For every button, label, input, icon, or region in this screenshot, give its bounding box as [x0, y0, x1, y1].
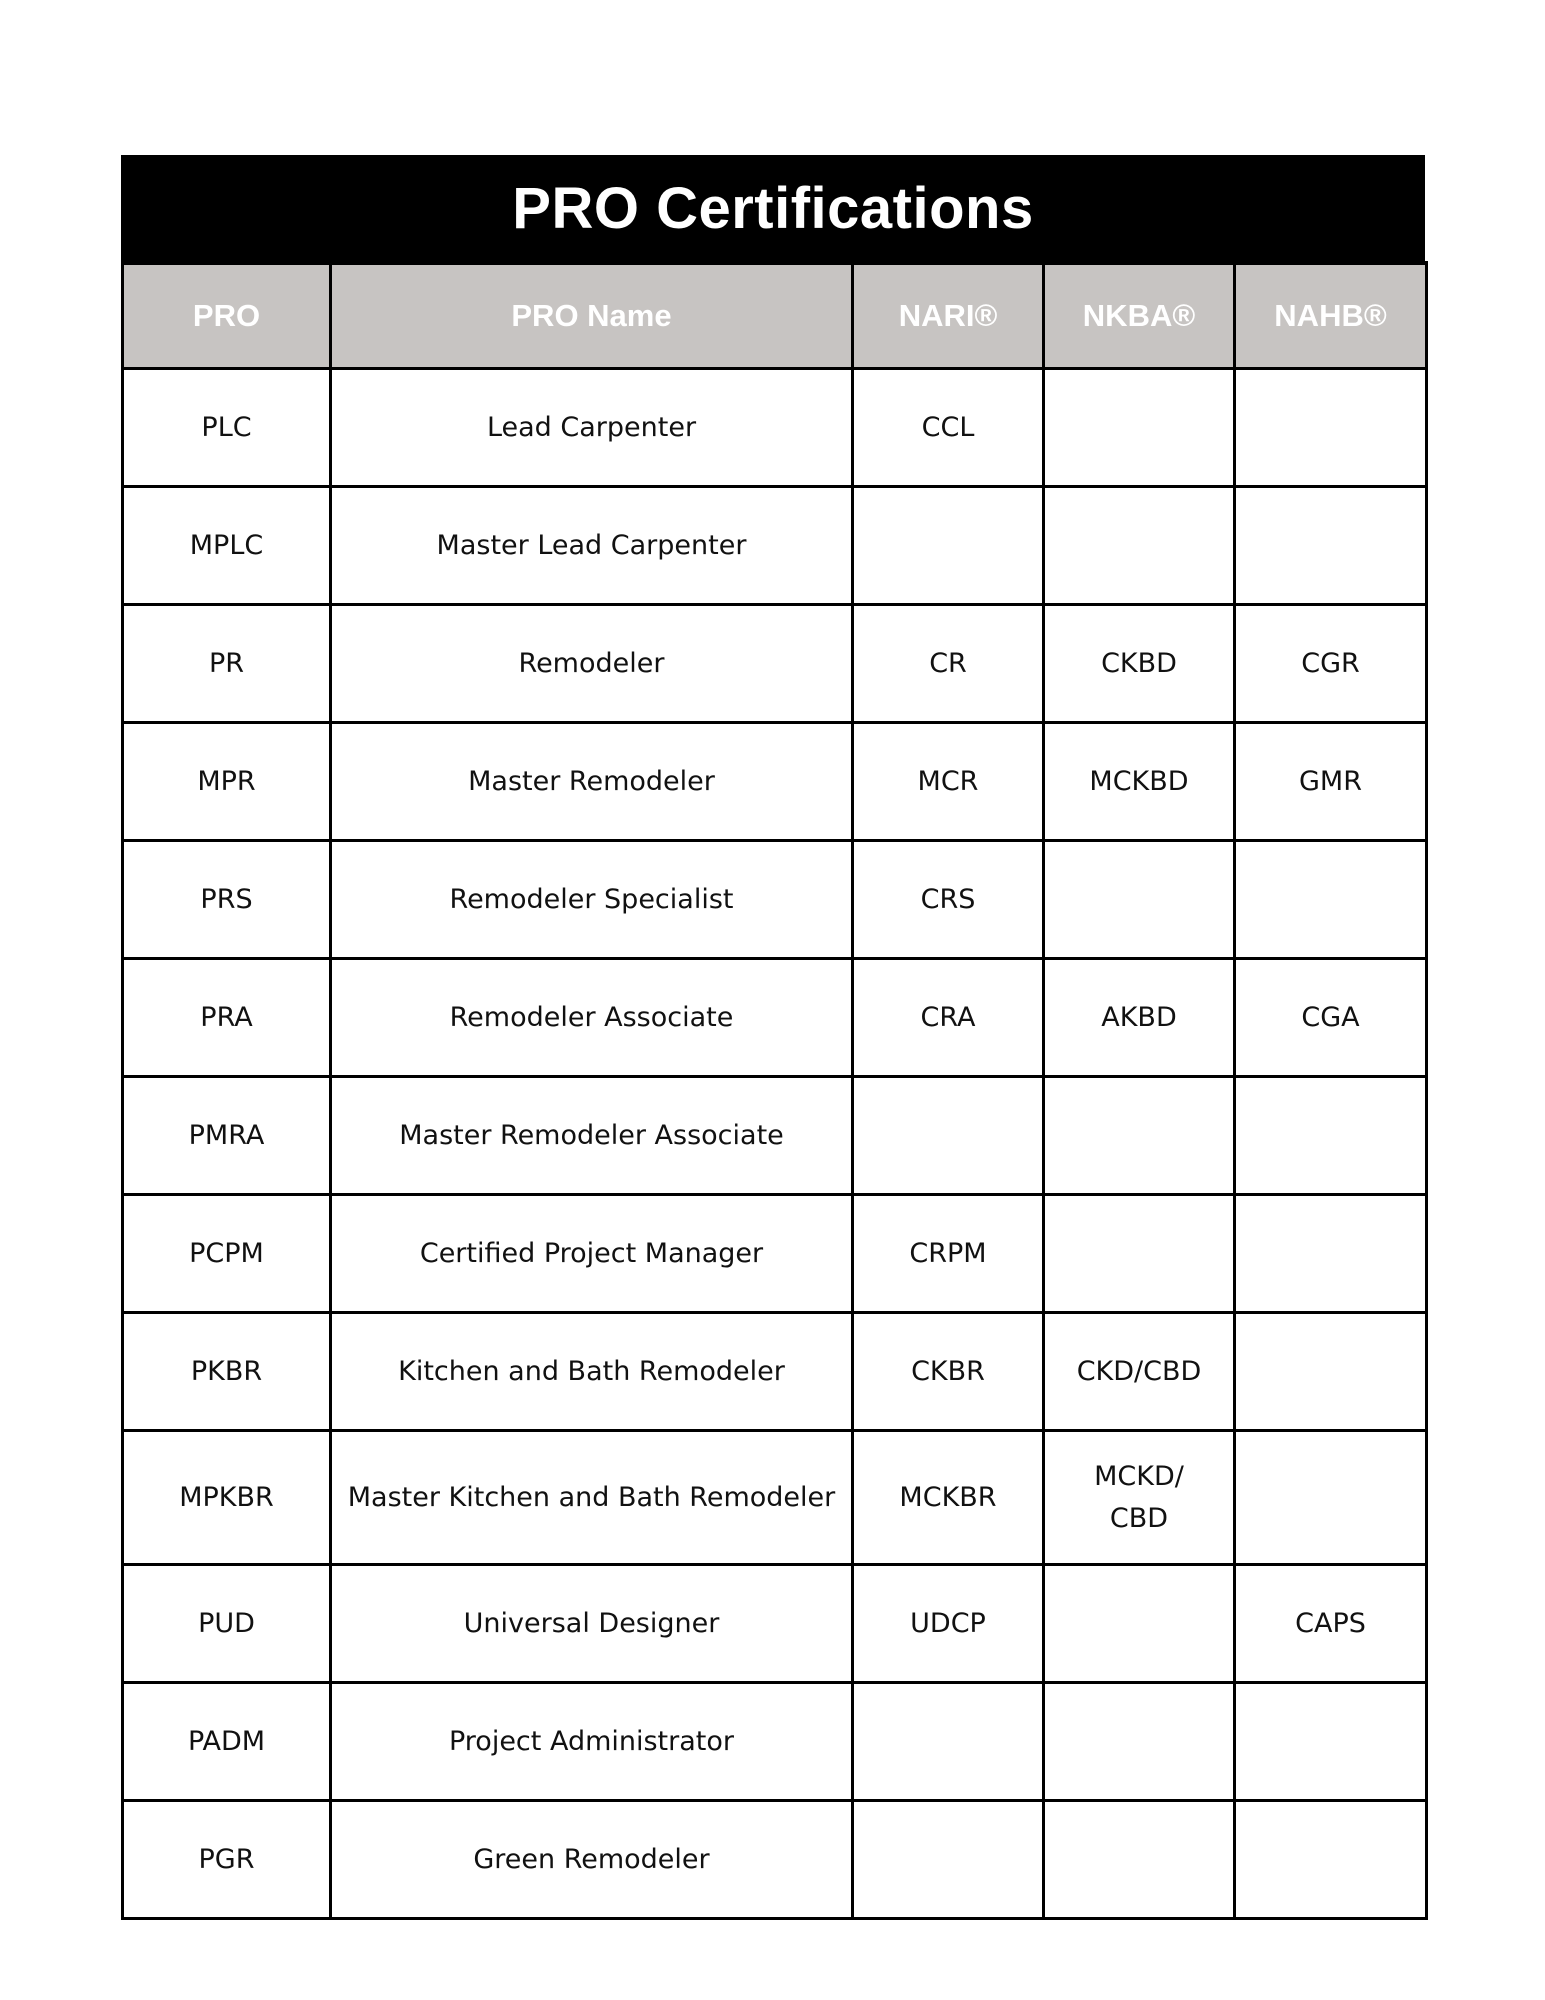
cell-pro-name: Project Administrator: [331, 1683, 853, 1801]
table-row: [123, 1801, 1427, 1919]
cell-pro: PCPM: [123, 1195, 331, 1313]
cell-pro: PRA: [123, 959, 331, 1077]
header-nari: NARI®: [853, 263, 1044, 369]
certifications-grid: [121, 261, 1428, 1920]
table-row: [123, 369, 1427, 487]
cell-nahb: [1235, 1801, 1427, 1919]
header-nahb: NAHB®: [1235, 263, 1427, 369]
table-row: [123, 1683, 1427, 1801]
table-row: [123, 1565, 1427, 1683]
cell-nkba: [1044, 1683, 1235, 1801]
certifications-table: [121, 155, 1425, 1920]
cell-nahb: CGA: [1235, 959, 1427, 1077]
cell-nahb: CGR: [1235, 605, 1427, 723]
cell-nkba: [1044, 487, 1235, 605]
cell-nkba: [1044, 1077, 1235, 1195]
cell-nkba: [1044, 1195, 1235, 1313]
cell-nari: CRS: [853, 841, 1044, 959]
header-pro-name: PRO Name: [331, 263, 853, 369]
cell-nkba: [1044, 1801, 1235, 1919]
table-row: [123, 1195, 1427, 1313]
cell-pro: PMRA: [123, 1077, 331, 1195]
cell-nkba: [1044, 369, 1235, 487]
cell-pro: PKBR: [123, 1313, 331, 1431]
cell-nkba: AKBD: [1044, 959, 1235, 1077]
cell-pro: PRS: [123, 841, 331, 959]
table-row: [123, 841, 1427, 959]
cell-pro-name: Kitchen and Bath Remodeler: [331, 1313, 853, 1431]
cell-pro-name: Remodeler: [331, 605, 853, 723]
cell-pro: PLC: [123, 369, 331, 487]
cell-nkba: [1044, 841, 1235, 959]
cell-nahb: CAPS: [1235, 1565, 1427, 1683]
cell-pro-name: Master Kitchen and Bath Remodeler: [331, 1431, 853, 1565]
cell-nahb: [1235, 1431, 1427, 1565]
table-row: [123, 1313, 1427, 1431]
cell-nari: MCKBR: [853, 1431, 1044, 1565]
cell-pro-name: Master Lead Carpenter: [331, 487, 853, 605]
cell-nkba: [1044, 1565, 1235, 1683]
cell-pro: PUD: [123, 1565, 331, 1683]
cell-nkba: MCKBD: [1044, 723, 1235, 841]
cell-nari: [853, 1801, 1044, 1919]
header-nkba: NKBA®: [1044, 263, 1235, 369]
table-row: [123, 605, 1427, 723]
cell-pro: PR: [123, 605, 331, 723]
cell-nkba: CKD/CBD: [1044, 1313, 1235, 1431]
cell-pro-name: Certified Project Manager: [331, 1195, 853, 1313]
cell-nari: CKBR: [853, 1313, 1044, 1431]
cell-pro-name: Green Remodeler: [331, 1801, 853, 1919]
cell-pro: MPKBR: [123, 1431, 331, 1565]
table-row: [123, 1431, 1427, 1565]
cell-nari: [853, 1077, 1044, 1195]
cell-nahb: [1235, 369, 1427, 487]
cell-pro-name: Lead Carpenter: [331, 369, 853, 487]
cell-nari: CRA: [853, 959, 1044, 1077]
header-pro: PRO: [123, 263, 331, 369]
cell-nari: CR: [853, 605, 1044, 723]
header-row: [123, 263, 1427, 369]
table-row: [123, 723, 1427, 841]
cell-nahb: [1235, 1077, 1427, 1195]
table-row: [123, 959, 1427, 1077]
cell-nari: [853, 487, 1044, 605]
cell-nahb: GMR: [1235, 723, 1427, 841]
cell-pro-name: Remodeler Specialist: [331, 841, 853, 959]
cell-pro-name: Universal Designer: [331, 1565, 853, 1683]
cell-pro: MPLC: [123, 487, 331, 605]
cell-nahb: [1235, 487, 1427, 605]
table-row: [123, 487, 1427, 605]
cell-pro: MPR: [123, 723, 331, 841]
cell-pro-name: Remodeler Associate: [331, 959, 853, 1077]
cell-nkba: [1044, 1431, 1235, 1565]
cell-nari: CCL: [853, 369, 1044, 487]
table-title: PRO Certifications: [121, 155, 1425, 261]
cell-nari: [853, 1683, 1044, 1801]
cell-nahb: [1235, 1313, 1427, 1431]
cell-pro: PADM: [123, 1683, 331, 1801]
cell-nahb: [1235, 1683, 1427, 1801]
cell-nahb: [1235, 1195, 1427, 1313]
cell-nkba: CKBD: [1044, 605, 1235, 723]
cell-pro-name: Master Remodeler Associate: [331, 1077, 853, 1195]
cell-pro-name: Master Remodeler: [331, 723, 853, 841]
cell-nari: UDCP: [853, 1565, 1044, 1683]
cell-nahb: [1235, 841, 1427, 959]
cell-nari: CRPM: [853, 1195, 1044, 1313]
cell-nkba-text: MCKD/ CBD: [1094, 1460, 1184, 1534]
cell-nari: MCR: [853, 723, 1044, 841]
cell-pro: PGR: [123, 1801, 331, 1919]
table-row: [123, 1077, 1427, 1195]
